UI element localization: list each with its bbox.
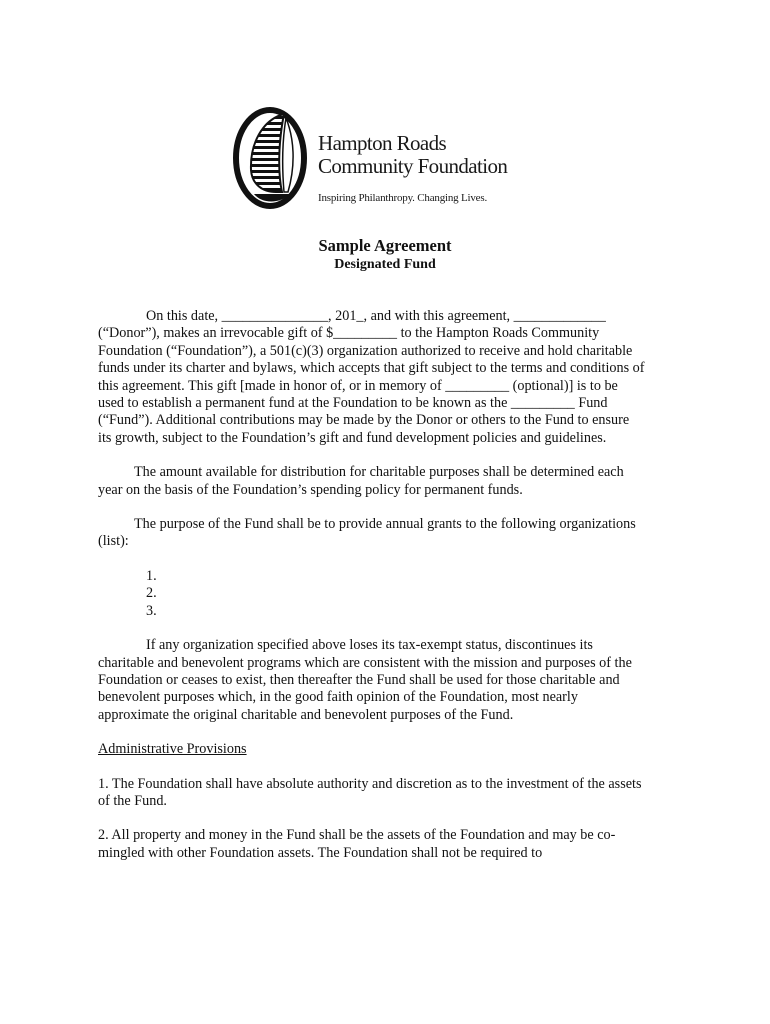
document-title: Sample Agreement xyxy=(318,236,452,255)
organization-name-block xyxy=(318,132,538,204)
provision-2: 2. All property and money in the Fund shall be the assets of the Foundation and may be co-mingled with other Foundation assets. The Foundation shall not be required to xyxy=(98,827,616,861)
organization-name-line1: Hampton Roads xyxy=(318,131,447,155)
list-item: 3. xyxy=(146,602,157,619)
list-item: 2. xyxy=(146,585,157,602)
organization-list xyxy=(98,568,646,620)
provision-1: 1. The Foundation shall have absolute authority and discretion as to the investment of the assets of the Fund. xyxy=(98,775,642,809)
paragraph-gift-terms: On this date, _______________, 201_, and with this agreement, _____________ (“Donor”), makes an irrevocable gift of $_________ to the Hampton Roads Community Foundation (“Foundation”), a 501(c)(3) organization authorized to receive and hold charitable funds under its charter and bylaws, which accepts that gift subject to the terms and conditions of this agreement. This gift [made in honor of, or in memory of _________ (optional)] is to be used to establish a permanent fund at the Foundation to be known as the _________ Fund (“Fund”). Additional contributions may be made by the Donor or others to the Fund to ensure its growth, subject to the Foundation’s gift and fund development policies and guidelines. xyxy=(98,308,645,446)
paragraph-tax-exempt-status: If any organization specified above loses its tax-exempt status, discontinues its charitable and benevolent programs which are consistent with the mission and purposes of the Foundation or ceases to exist, then thereafter the Fund shall be used for those charitable and benevolent purposes which, in the good faith opinion of the Foundation, most nearly approximate the original charitable and benevolent purposes of the Fund. xyxy=(98,637,632,723)
section-heading-administrative-provisions: Administrative Provisions xyxy=(98,741,247,758)
document-title-block xyxy=(0,236,770,274)
organization-name-line2: Community Foundation xyxy=(318,154,508,178)
organization-tagline: Inspiring Philanthropy. Changing Lives. xyxy=(318,192,488,204)
paragraph-purpose: The purpose of the Fund shall be to provide annual grants to the following organizations (list): xyxy=(98,516,636,550)
document-subtitle: Designated Fund xyxy=(334,257,436,272)
organization-logo xyxy=(232,104,532,216)
sailboat-in-oval-logo-icon xyxy=(232,104,310,212)
paragraph-distribution: The amount available for distribution for charitable purposes shall be determined each year on the basis of the Foundation’s spending policy for permanent funds. xyxy=(98,464,624,498)
list-item: 1. xyxy=(146,567,157,584)
document-body xyxy=(98,308,646,862)
